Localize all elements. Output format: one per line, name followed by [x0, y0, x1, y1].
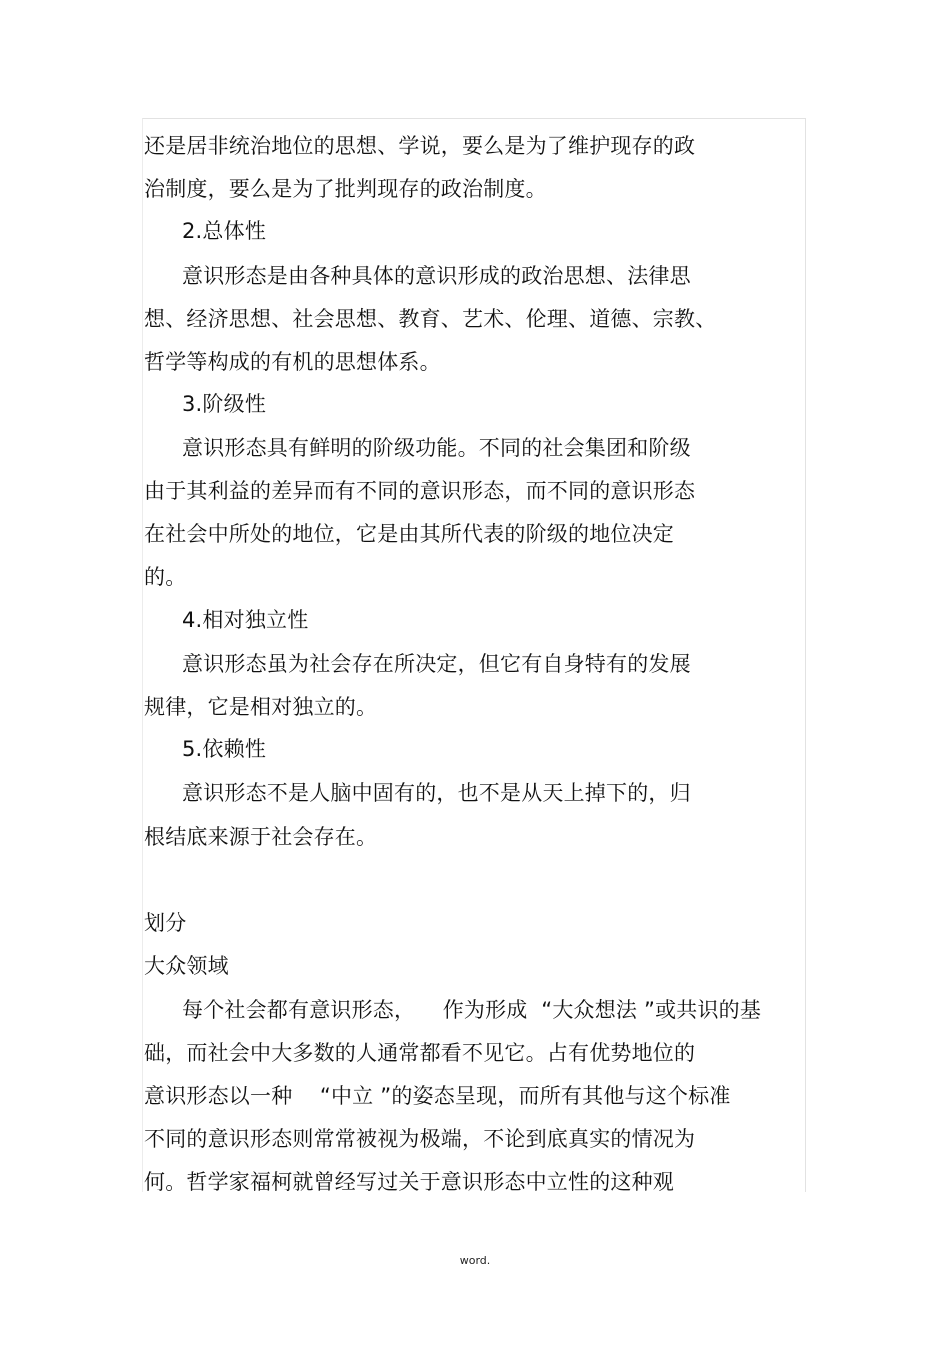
text-line: 治制度，要么是为了批判现存的政治制度。: [144, 177, 547, 201]
section-heading: 划分: [144, 911, 187, 935]
text-line: 在社会中所处的地位，它是由其所代表的阶级的地位决定: [144, 522, 674, 546]
text-line: 还是居非统治地位的思想、学说，要么是为了维护现存的政: [144, 134, 696, 158]
text-line: 何。哲学家福柯就曾经写过关于意识形态中立性的这种观: [144, 1170, 674, 1194]
section-heading: 4.相对独立性: [182, 608, 309, 632]
text-line: 想、经济思想、社会思想、教育、艺术、伦理、道德、宗教、: [144, 307, 717, 331]
text-line: 础，而社会中大多数的人通常都看不见它。占有优势地位的: [144, 1041, 696, 1065]
text-line: 意识形态虽为社会存在所决定，但它有自身特有的发展: [182, 652, 691, 676]
text-line: 每个社会都有意识形态， 作为形成 “大众想法 ”或共识的基: [182, 998, 762, 1022]
text-line: 意识形态不是人脑中固有的，也不是从天上掉下的，归: [182, 781, 691, 805]
text-line: 不同的意识形态则常常被视为极端，不论到底真实的情况为: [144, 1127, 696, 1151]
text-line: 意识形态具有鲜明的阶级功能。不同的社会集团和阶级: [182, 436, 691, 460]
section-heading: 3.阶级性: [182, 392, 267, 416]
text-line: 哲学等构成的有机的思想体系。: [144, 350, 441, 374]
section-heading: 5.依赖性: [182, 737, 267, 761]
section-heading: 大众领域: [144, 954, 229, 978]
section-heading: 2.总体性: [182, 219, 267, 243]
text-line: 的。: [144, 565, 187, 589]
text-line: 意识形态以一种 “中立 ”的姿态呈现，而所有其他与这个标准: [144, 1084, 731, 1108]
text-line: 意识形态是由各种具体的意识形成的政治思想、法律思: [182, 264, 691, 288]
text-line: 根结底来源于社会存在。: [144, 825, 378, 849]
text-line: 规律，它是相对独立的。: [144, 695, 378, 719]
text-line: 由于其利益的差异而有不同的意识形态，而不同的意识形态: [144, 479, 696, 503]
page-footer: word.: [459, 1254, 491, 1267]
